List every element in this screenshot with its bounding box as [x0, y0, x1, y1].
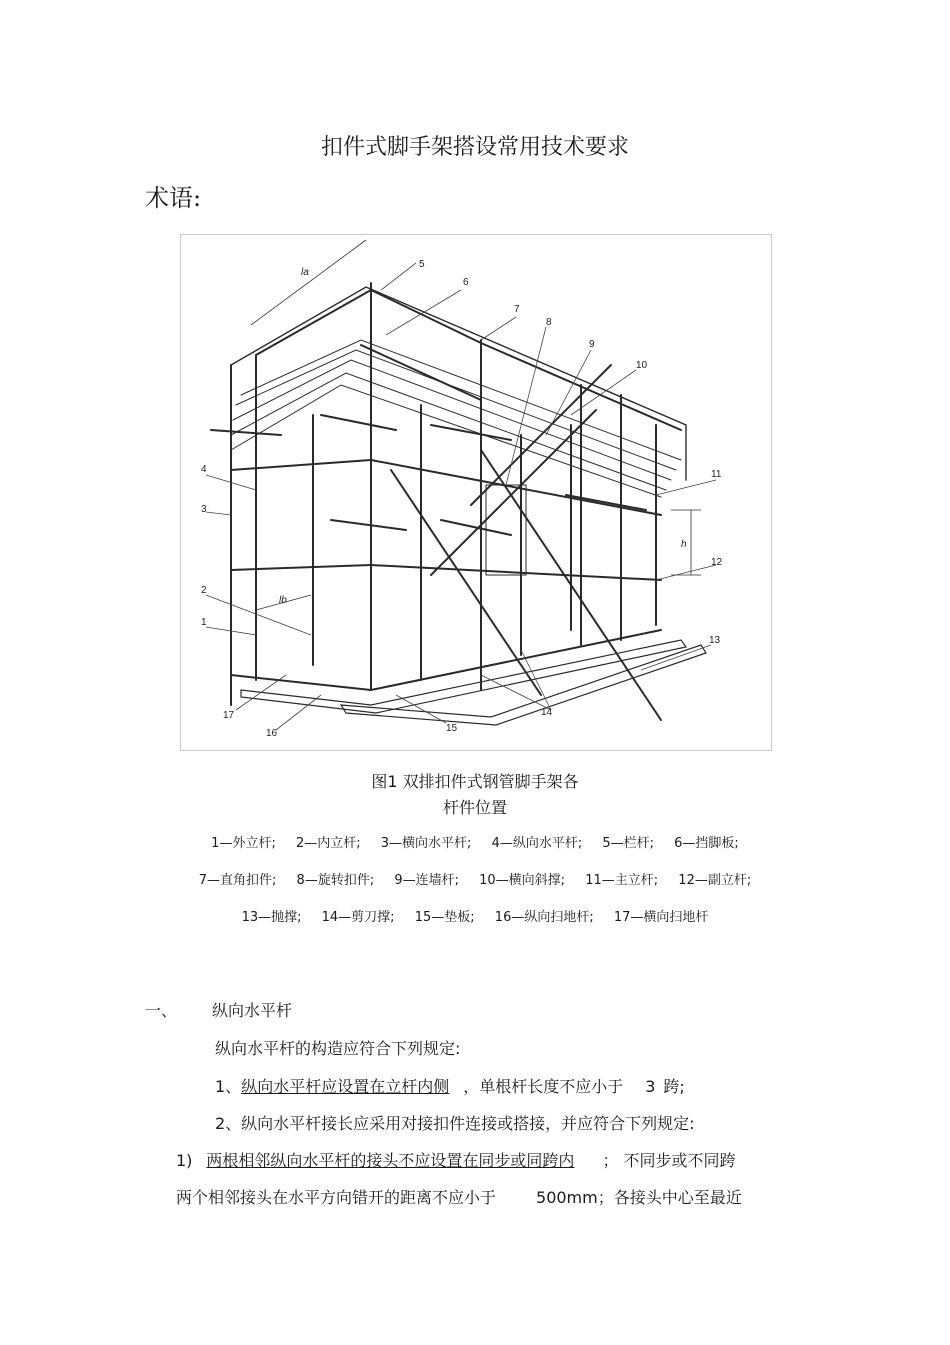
label-13: 13 [709, 635, 721, 646]
label-3: 3 [201, 504, 207, 515]
legend-item: 17—横向扫地杆 [613, 910, 709, 925]
label-10: 10 [636, 360, 648, 371]
figure-caption-line1: 图1 双排扣件式钢管脚手架各 [371, 772, 579, 791]
legend-item: 2—内立杆; [295, 836, 361, 851]
rule-item-1-rest: ，单根杆长度不应小于 [463, 1077, 624, 1096]
legend-item: 3—横向水平杆; [380, 836, 472, 851]
label-h: h [681, 539, 687, 550]
rule-item-1-unit: 跨; [663, 1077, 685, 1096]
label-1: 1 [201, 617, 207, 628]
label-15: 15 [446, 723, 458, 734]
label-12: 12 [711, 557, 723, 568]
label-5: 5 [419, 259, 425, 270]
legend-item: 1—外立杆; [211, 836, 276, 851]
rule-item-1-prefix: 1、 [215, 1077, 242, 1096]
legend-item: 14—剪刀撑; [321, 910, 395, 925]
label-11: 11 [711, 469, 722, 480]
label-8: 8 [546, 317, 552, 328]
legend-item: 16—纵向扫地杆; [494, 910, 594, 925]
rule-sub-1-cont-rest: ；各接头中心至最近 [597, 1188, 742, 1207]
page-title: 扣件式脚手架搭设常用技术要求 [320, 135, 629, 160]
legend-item: 13—抛撑; [241, 910, 302, 925]
legend-item: 11—主立杆; [585, 873, 659, 888]
label-4: 4 [201, 464, 207, 475]
label-16: 16 [266, 728, 278, 739]
legend-item: 8—旋转扣件; [296, 873, 375, 888]
label-lb: lb [279, 595, 287, 606]
figure-caption-line2: 杆件位置 [442, 798, 507, 817]
label-7: 7 [514, 304, 520, 315]
rule-item-1-underlined: 纵向水平杆应设置在立杆内侧 [241, 1077, 450, 1096]
legend-item: 10—横向斜撑; [479, 873, 566, 888]
section-heading: 纵向水平杆 [212, 1001, 293, 1020]
legend-item: 12—副立杆; [678, 873, 752, 888]
legend-item: 9—连墙杆; [394, 873, 459, 888]
label-14: 14 [541, 707, 553, 718]
rule-sub-1 [176, 1148, 736, 1171]
rule-item-2: 2、纵向水平杆接长应采用对接扣件连接或搭接，并应符合下列规定: [215, 1114, 695, 1133]
legend-row-1 [0, 832, 950, 851]
scaffold-diagram [181, 235, 771, 750]
legend-item: 7—直角扣件; [198, 873, 277, 888]
rule-sub-1-cont [176, 1185, 742, 1208]
legend-item: 15—垫板; [414, 910, 475, 925]
section-intro: 纵向水平杆的构造应符合下列规定: [215, 1039, 461, 1058]
legend-item: 6—挡脚板; [674, 836, 739, 851]
legend-row-3 [0, 906, 950, 925]
section-number: 一、 [145, 1001, 178, 1020]
rule-item-1-value: 3 [645, 1077, 656, 1096]
term-heading: 术语: [145, 184, 202, 212]
rule-sub-1-prefix: 1) [176, 1151, 193, 1170]
rule-sub-1-cont-value: 500mm [536, 1188, 598, 1207]
rule-item-1 [215, 1074, 685, 1097]
scaffold-figure [180, 234, 772, 751]
label-17: 17 [223, 710, 235, 721]
legend-row-2 [0, 869, 950, 888]
label-9: 9 [589, 339, 595, 350]
label-la: la [301, 267, 309, 278]
legend-item: 5—栏杆; [602, 836, 655, 851]
legend-item: 4—纵向水平杆; [491, 836, 583, 851]
rule-sub-1-underlined: 两根相邻纵向水平杆的接头不应设置在同步或同跨内 [206, 1151, 575, 1170]
rule-sub-1-rest: ； 不同步或不同跨 [602, 1151, 736, 1170]
label-2: 2 [201, 585, 207, 596]
label-6: 6 [463, 277, 469, 288]
rule-sub-1-cont-text: 两个相邻接头在水平方向错开的距离不应小于 [176, 1188, 497, 1207]
